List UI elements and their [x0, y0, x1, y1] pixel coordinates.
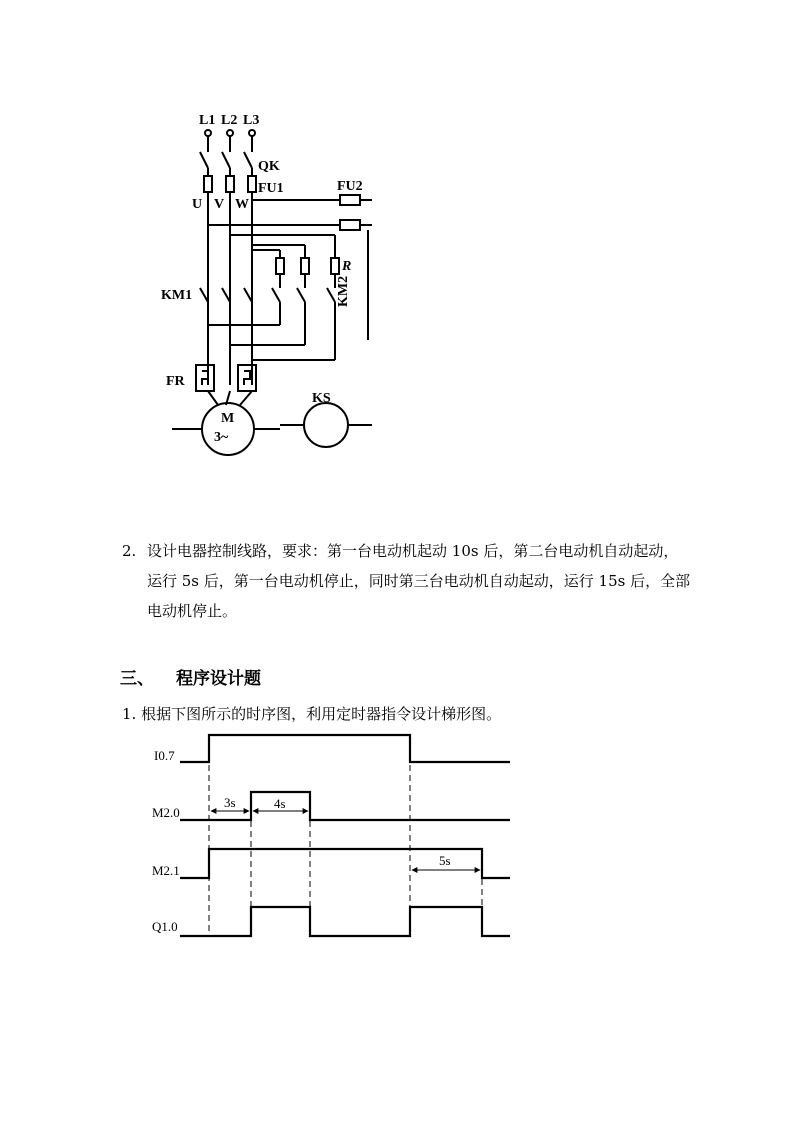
signal-m21: M2.1	[152, 863, 180, 878]
question-1	[122, 703, 501, 724]
duration-5s: 5s	[439, 853, 451, 868]
timing-diagram	[140, 725, 520, 945]
label-motor-sub: 3~	[214, 430, 229, 445]
label-fu1: FU1	[258, 181, 284, 196]
motor-circuit-diagram	[150, 100, 390, 470]
duration-4s: 4s	[274, 796, 286, 811]
label-ks: KS	[312, 391, 331, 406]
label-u: U	[192, 197, 203, 212]
label-fr: FR	[166, 374, 185, 389]
question-1-number: 1.	[122, 705, 137, 723]
question-2	[122, 536, 692, 626]
question-2-number: 2.	[122, 542, 137, 560]
label-w: W	[235, 197, 249, 212]
signal-m20: M2.0	[152, 805, 180, 820]
question-1-text: 根据下图所示的时序图，利用定时器指令设计梯形图。	[141, 705, 502, 723]
section-title: 程序设计题	[176, 669, 261, 689]
section-heading	[120, 664, 261, 689]
section-number: 三、	[120, 669, 154, 689]
label-km2: KM2	[336, 275, 351, 307]
label-r: R	[342, 259, 352, 274]
signal-i07: I0.7	[154, 748, 175, 763]
signal-q10: Q1.0	[152, 919, 178, 934]
label-fu2: FU2	[337, 179, 363, 194]
question-2-text: 设计电器控制线路，要求：第一台电动机起动 10s 后，第二台电动机自动起动，运行 5s 后，第一台电动机停止，同时第三台电动机自动起动，运行 15s 后，全部电动机停止。	[147, 542, 691, 620]
label-qk: QK	[258, 159, 280, 174]
label-v: V	[214, 197, 225, 212]
label-km1: KM1	[161, 288, 193, 303]
label-motor: M	[221, 411, 235, 426]
label-l2: L2	[221, 113, 238, 128]
label-l1: L1	[199, 113, 216, 128]
duration-3s: 3s	[224, 795, 236, 810]
label-l3: L3	[243, 113, 260, 128]
